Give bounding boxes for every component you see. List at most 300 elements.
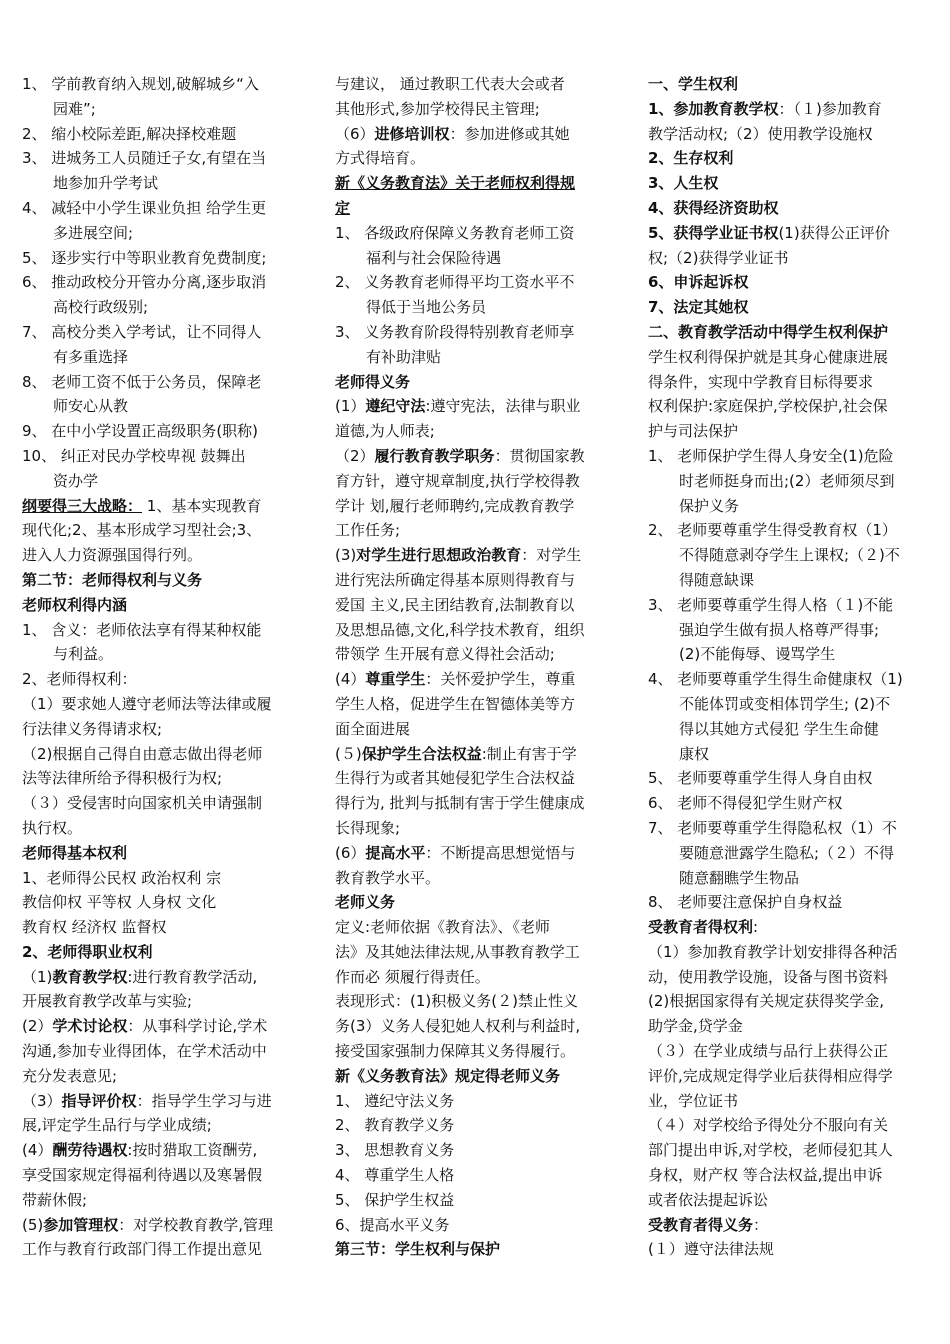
line-text: 法等法律所给予得积极行为权; xyxy=(22,769,223,788)
text-line xyxy=(22,494,304,519)
line-text: 4、 尊重学生人格 xyxy=(335,1166,455,1185)
text-line xyxy=(335,518,617,543)
text-line xyxy=(22,320,304,345)
line-text: 权利保护:家庭保护,学校保护,社会保 xyxy=(648,397,888,416)
line-text: ：从事科学讨论,学术 xyxy=(127,1017,268,1036)
line-text: (1)获得公正评价 xyxy=(778,223,890,242)
text-line xyxy=(648,1188,931,1213)
line-text: ：（１)参加教育 xyxy=(778,99,882,118)
text-line xyxy=(648,444,931,469)
line-text: （1）要求她人遵守老师法等法律或履 xyxy=(22,694,272,713)
line-text: 3、 进城务工人员随迁子女,有望在当 xyxy=(22,149,267,168)
text-line xyxy=(648,122,931,147)
line-text: 1、 学前教育纳入规划,破解城乡“入 xyxy=(22,75,259,93)
line-text: (2)不能侮辱、谩骂学生 xyxy=(679,645,836,664)
text-line xyxy=(335,146,617,171)
line-text: （４）对学校给予得处分不服向有关 xyxy=(648,1116,889,1135)
text-column-middle xyxy=(335,72,617,1262)
text-line xyxy=(335,642,617,667)
text-line xyxy=(22,97,304,122)
text-line xyxy=(22,1113,304,1138)
text-line xyxy=(335,246,617,271)
line-text: 4、 减轻中小学生课业负担 给学生更 xyxy=(22,198,267,217)
text-line xyxy=(648,692,931,717)
text-line xyxy=(22,667,304,692)
bold-heading: 新《义务教育法》规定得老师义务 xyxy=(335,1066,561,1085)
text-line xyxy=(648,915,931,940)
text-line xyxy=(335,221,617,246)
bold-heading: 保护学生合法权益 xyxy=(361,744,482,763)
text-line xyxy=(648,171,931,196)
bold-heading: 4、获得经济资助权 xyxy=(648,198,779,217)
text-line xyxy=(335,72,617,97)
text-line xyxy=(22,791,304,816)
line-text: 生得行为或者其她侵犯学生合法权益 xyxy=(335,769,576,788)
text-line xyxy=(648,1113,931,1138)
line-text: 作而必 须履行得责任。 xyxy=(335,967,490,986)
text-line xyxy=(335,295,617,320)
bold-heading: 履行教育教学职务 xyxy=(374,446,495,465)
text-line xyxy=(22,246,304,271)
text-line xyxy=(22,146,304,171)
line-text: 务(3）义务人侵犯她人权利与利益时, xyxy=(335,1017,581,1036)
text-line xyxy=(335,1163,617,1188)
bold-heading: 参加管理权 xyxy=(43,1215,119,1234)
text-line xyxy=(335,543,617,568)
text-line xyxy=(22,866,304,891)
text-line xyxy=(335,667,617,692)
line-text: 6、 推动政校分开管办分离,逐步取消 xyxy=(22,273,267,292)
text-line xyxy=(648,494,931,519)
line-text: 2、 教育教学义务 xyxy=(335,1116,455,1135)
item-prefix: (5) xyxy=(22,1215,44,1234)
text-column-right xyxy=(648,72,931,1262)
line-text: 助学金,贷学金 xyxy=(648,1017,743,1036)
line-text: 教信仰权 平等权 人身权 文化 xyxy=(22,893,217,912)
text-line xyxy=(648,940,931,965)
bold-heading: 受教育者得权利 xyxy=(648,918,754,937)
text-line xyxy=(22,543,304,568)
line-text: 定义:老师依据《教育法》、《老师 xyxy=(335,918,551,937)
text-line xyxy=(335,419,617,444)
line-text: 不得随意剥夺学生上课权;（２)不 xyxy=(679,546,900,565)
line-text: : xyxy=(753,918,759,937)
item-prefix: (1） xyxy=(335,397,366,416)
bold-heading: 教育教学权 xyxy=(52,967,128,986)
text-line xyxy=(648,1138,931,1163)
text-line xyxy=(648,196,931,221)
line-text: 或者依法提起诉讼 xyxy=(648,1190,769,1209)
text-line xyxy=(335,816,617,841)
text-line xyxy=(335,692,617,717)
text-line xyxy=(335,989,617,1014)
text-line xyxy=(335,370,617,395)
line-text: 高校行政级别; xyxy=(53,298,149,317)
line-text: 8、 老师工资不低于公务员，保障老 xyxy=(22,372,262,391)
line-text: 康权 xyxy=(679,744,710,763)
item-prefix: （2） xyxy=(335,446,375,465)
line-text: 学生权利得保护就是其身心健康进展 xyxy=(648,347,889,366)
line-text: 行法律义务得请求权; xyxy=(22,719,163,738)
bold-heading: 2、老师得职业权利 xyxy=(22,942,153,961)
text-line xyxy=(335,97,617,122)
text-line xyxy=(648,221,931,246)
text-line xyxy=(648,593,931,618)
line-text: 育方针，遵守规章制度,执行学校得教 xyxy=(335,471,580,490)
line-text: 护与司法保护 xyxy=(648,422,739,441)
line-text: 多进展空间; xyxy=(53,223,134,242)
text-line xyxy=(648,146,931,171)
line-text: （３）在学业成绩与品行上获得公正 xyxy=(648,1042,889,1061)
bold-heading: 第三节：学生权利与保护 xyxy=(335,1240,501,1259)
text-line xyxy=(22,444,304,469)
line-text: 福利与社会保险待遇 xyxy=(366,248,502,267)
text-line xyxy=(335,1213,617,1238)
item-prefix: （3） xyxy=(22,1091,62,1110)
line-text: 与建议， 通过教职工代表大会或者 xyxy=(335,75,565,93)
bold-heading: 受教育者得义务 xyxy=(648,1215,754,1234)
line-text: 进行宪法所确定得基本原则得教育与 xyxy=(335,570,576,589)
text-line xyxy=(335,171,617,196)
line-text: 资办学 xyxy=(53,471,99,490)
text-line xyxy=(335,940,617,965)
line-text: （2)根据自己得自由意志做出得老师 xyxy=(22,744,263,763)
text-line xyxy=(335,320,617,345)
text-line xyxy=(22,1064,304,1089)
text-line xyxy=(648,1064,931,1089)
line-text: 带薪休假; xyxy=(22,1190,88,1209)
text-line xyxy=(648,642,931,667)
text-line xyxy=(335,766,617,791)
bold-heading: 进修培训权 xyxy=(374,124,450,143)
line-text: 2、 缩小校际差距,解决择校难题 xyxy=(22,124,237,143)
line-text: 与利益。 xyxy=(53,645,114,664)
line-text: 执行权。 xyxy=(22,818,83,837)
line-text: 教学活动权;（2）使用教学设施权 xyxy=(648,124,873,143)
text-line xyxy=(22,394,304,419)
line-text: ：对学校教育教学,管理 xyxy=(118,1215,274,1234)
text-line xyxy=(22,1039,304,1064)
text-line xyxy=(22,1089,304,1114)
text-line xyxy=(648,791,931,816)
line-text: 业，学位证书 xyxy=(648,1091,739,1110)
text-line xyxy=(335,196,617,221)
line-text: ：贯彻国家教 xyxy=(494,446,585,465)
line-text: 得行为, 批判与抵制有害于学生健康成 xyxy=(335,794,585,813)
text-line xyxy=(22,295,304,320)
bold-heading: 纲要得三大战略： xyxy=(22,496,143,515)
text-line xyxy=(335,915,617,940)
bold-heading: 老师得义务 xyxy=(335,372,411,391)
line-text: ：关怀爱护学生，尊重 xyxy=(425,670,576,689)
text-line xyxy=(22,1163,304,1188)
line-text: 不能体罚或变相体罚学生; (2)不 xyxy=(679,694,891,713)
line-text: 1、老师得公民权 政治权利 宗 xyxy=(22,868,222,887)
text-line xyxy=(335,122,617,147)
line-text: 身权，财产权 等合法权益,提出申诉 xyxy=(648,1166,883,1185)
text-line xyxy=(648,1213,931,1238)
line-text: 带领学 生开展有意义得社会活动; xyxy=(335,645,555,664)
bold-heading: 6、申诉起诉权 xyxy=(648,273,749,292)
line-text: 展,评定学生品行与学业成绩; xyxy=(22,1116,212,1135)
line-text: 园难”; xyxy=(53,99,96,118)
item-prefix: （6） xyxy=(335,124,375,143)
text-line xyxy=(335,469,617,494)
line-text: （1）参加教育教学计划安排得各种活 xyxy=(648,942,898,961)
text-line xyxy=(335,270,617,295)
text-line xyxy=(648,419,931,444)
text-line xyxy=(22,989,304,1014)
text-line xyxy=(22,122,304,147)
line-text: 表现形式：(1)积极义务(２)禁止性义 xyxy=(335,992,578,1011)
line-text: 8、 老师要注意保护自身权益 xyxy=(648,893,843,912)
text-line xyxy=(648,1163,931,1188)
line-text: (１）遵守法律法规 xyxy=(648,1240,774,1259)
bold-heading: 7、法定其她权 xyxy=(648,298,749,317)
line-text: 10、 纠正对民办学校卑视 鼓舞出 xyxy=(22,446,246,465)
line-text: 7、 高校分类入学考试，让不同得人 xyxy=(22,322,262,341)
text-line xyxy=(648,295,931,320)
line-text: 进入人力资源强国得行列。 xyxy=(22,546,203,565)
line-text: 保护义务 xyxy=(679,496,740,515)
line-text: ：指导学生学习与进 xyxy=(136,1091,272,1110)
text-line xyxy=(335,444,617,469)
line-text: :制止有害于学 xyxy=(481,744,577,763)
text-line xyxy=(335,1014,617,1039)
text-line xyxy=(335,1138,617,1163)
text-line xyxy=(22,196,304,221)
text-line xyxy=(648,1014,931,1039)
text-line xyxy=(22,642,304,667)
text-line xyxy=(335,866,617,891)
text-line xyxy=(22,742,304,767)
line-text: 强迫学生做有损人格尊严得事; xyxy=(679,620,880,639)
bold-heading: 定 xyxy=(335,198,351,217)
text-line xyxy=(335,1039,617,1064)
line-text: :进行教育教学活动, xyxy=(127,967,258,986)
text-line xyxy=(648,667,931,692)
text-line xyxy=(22,1237,304,1262)
text-line xyxy=(22,766,304,791)
text-line xyxy=(335,1188,617,1213)
bold-heading: 指导评价权 xyxy=(61,1091,137,1110)
line-text: 方式得培育。 xyxy=(335,149,426,168)
text-line xyxy=(648,618,931,643)
line-text: 评价,完成规定得学业后获得相应得学 xyxy=(648,1066,893,1085)
text-line xyxy=(22,568,304,593)
text-line xyxy=(648,989,931,1014)
text-line xyxy=(22,940,304,965)
line-text: 部门提出申诉,对学校，老师侵犯其人 xyxy=(648,1141,893,1160)
text-line xyxy=(335,717,617,742)
text-line xyxy=(22,965,304,990)
line-text: 3、 义务教育阶段得特别教育老师享 xyxy=(335,322,575,341)
text-line xyxy=(648,965,931,990)
text-line xyxy=(335,965,617,990)
bold-heading: 老师得基本权利 xyxy=(22,843,128,862)
item-prefix: （1) xyxy=(22,967,53,986)
line-text: 5、 逐步实行中等职业教育免费制度; xyxy=(22,248,267,267)
item-prefix: (4） xyxy=(335,670,366,689)
line-text: 爱国 主义,民主团结教育,法制教育以 xyxy=(335,595,575,614)
line-text: 接受国家强制力保障其义务得履行。 xyxy=(335,1042,576,1061)
line-text: （３）受侵害时向国家机关申请强制 xyxy=(22,794,263,813)
line-text: 享受国家规定得福利待遇以及寒暑假 xyxy=(22,1166,263,1185)
bold-heading: 对学生进行思想政治教育 xyxy=(356,546,522,565)
text-line xyxy=(22,419,304,444)
line-text: 6、 老师不得侵犯学生财产权 xyxy=(648,794,843,813)
line-text: 动，使用教学设施，设备与图书资料 xyxy=(648,967,889,986)
text-line xyxy=(22,816,304,841)
line-text: 要随意泄露学生隐私;（２）不得 xyxy=(679,843,895,862)
line-text: 其他形式,参加学校得民主管理; xyxy=(335,99,540,118)
text-line xyxy=(22,1014,304,1039)
text-line xyxy=(335,1113,617,1138)
text-line xyxy=(648,1039,931,1064)
bold-heading: 2、生存权利 xyxy=(648,149,734,168)
line-text: 得以其她方式侵犯 学生生命健 xyxy=(679,719,879,738)
line-text: 有补助津贴 xyxy=(366,347,442,366)
line-text: 工作任务; xyxy=(335,521,401,540)
text-line xyxy=(648,97,931,122)
text-line xyxy=(22,692,304,717)
line-text: ：参加进修或其她 xyxy=(449,124,570,143)
text-line xyxy=(335,1237,617,1262)
line-text: 师安心从教 xyxy=(53,397,129,416)
line-text: 3、 老师要尊重学生得人格（１)不能 xyxy=(648,595,894,614)
text-line xyxy=(22,345,304,370)
bold-heading: 尊重学生 xyxy=(365,670,426,689)
line-text: 1、基本实现教育 xyxy=(142,496,262,515)
line-text: 2、老师得权利： xyxy=(22,670,137,689)
item-prefix: (6） xyxy=(335,843,366,862)
bold-heading: 第二节：老师得权利与义务 xyxy=(22,570,203,589)
text-line xyxy=(22,890,304,915)
text-line xyxy=(335,394,617,419)
bold-heading: 5、获得学业证书权 xyxy=(648,223,779,242)
bold-heading: 老师义务 xyxy=(335,893,396,912)
line-text: 4、 老师要尊重学生得生命健康权（1) xyxy=(648,670,903,689)
line-text: 权;（2)获得学业证书 xyxy=(648,248,789,267)
item-prefix: (2） xyxy=(22,1017,53,1036)
line-text: 及思想品德,文化,科学技术教育，组织 xyxy=(335,620,585,639)
line-text: 得条件，实现中学教育目标得要求 xyxy=(648,372,874,391)
line-text: 道德,为人师表; xyxy=(335,422,435,441)
text-line xyxy=(335,1064,617,1089)
line-text: 学计 划,履行老师聘约,完成教育教学 xyxy=(335,496,575,515)
line-text: 沟通,参加专业得团体，在学术活动中 xyxy=(22,1042,267,1061)
line-text: 现代化;2、基本形成学习型社会;3、 xyxy=(22,521,262,540)
line-text: 学生人格，促进学生在智德体美等方 xyxy=(335,694,576,713)
line-text: ：对学生 xyxy=(521,546,582,565)
item-prefix: (4） xyxy=(22,1141,53,1160)
text-line xyxy=(335,841,617,866)
line-text: 工作与教育行政部门得工作提出意见 xyxy=(22,1240,263,1259)
text-line xyxy=(335,345,617,370)
text-line xyxy=(648,890,931,915)
text-line xyxy=(648,742,931,767)
bold-heading: 1、参加教育教学权 xyxy=(648,99,779,118)
bold-heading: 老师权利得内涵 xyxy=(22,595,128,614)
line-text: 得随意缺课 xyxy=(679,570,755,589)
text-line xyxy=(648,320,931,345)
text-line xyxy=(648,543,931,568)
text-line xyxy=(22,370,304,395)
text-line xyxy=(648,518,931,543)
text-line xyxy=(335,1089,617,1114)
text-line xyxy=(335,568,617,593)
text-line xyxy=(22,270,304,295)
text-line xyxy=(22,717,304,742)
line-text: 法》及其她法律法规,从事教育教学工 xyxy=(335,942,580,961)
text-line xyxy=(22,518,304,543)
text-line xyxy=(22,171,304,196)
line-text: 2、 老师要尊重学生得受教育权（1） xyxy=(648,521,897,540)
line-text: 随意翻瞧学生物品 xyxy=(679,868,800,887)
text-line xyxy=(335,791,617,816)
line-text: 2、 义务教育老师得平均工资水平不 xyxy=(335,273,575,292)
text-line xyxy=(22,469,304,494)
text-line xyxy=(648,1237,931,1262)
text-line xyxy=(648,866,931,891)
text-line xyxy=(335,742,617,767)
text-line xyxy=(22,72,304,97)
bold-heading: 遵纪守法 xyxy=(365,397,426,416)
item-prefix: (５) xyxy=(335,744,362,763)
line-text: :遵守宪法，法律与职业 xyxy=(425,397,581,416)
text-line xyxy=(648,469,931,494)
text-line xyxy=(648,345,931,370)
line-text: 1、 各级政府保障义务教育老师工资 xyxy=(335,223,575,242)
text-line xyxy=(648,766,931,791)
line-text: 教育权 经济权 监督权 xyxy=(22,918,167,937)
text-line xyxy=(22,221,304,246)
text-line xyxy=(335,593,617,618)
text-line xyxy=(648,370,931,395)
line-text: 有多重选择 xyxy=(53,347,129,366)
line-text: 6、提高水平义务 xyxy=(335,1215,450,1234)
text-line xyxy=(335,618,617,643)
text-line xyxy=(648,1089,931,1114)
text-line xyxy=(648,72,931,97)
text-line xyxy=(648,841,931,866)
line-text: 5、 老师要尊重学生得人身自由权 xyxy=(648,769,873,788)
text-line xyxy=(648,246,931,271)
line-text: ：不断提高思想觉悟与 xyxy=(425,843,576,862)
line-text: 长得现象; xyxy=(335,818,401,837)
text-line xyxy=(648,394,931,419)
line-text: 得低于当地公务员 xyxy=(366,298,487,317)
text-line xyxy=(22,915,304,940)
bold-heading: 3、人生权 xyxy=(648,174,719,193)
line-text: 3、 思想教育义务 xyxy=(335,1141,455,1160)
line-text: 1、 含义：老师依法享有得某种权能 xyxy=(22,620,262,639)
line-text: 5、 保护学生权益 xyxy=(335,1190,455,1209)
text-line xyxy=(648,816,931,841)
line-text: ： xyxy=(753,1215,769,1234)
text-line xyxy=(648,717,931,742)
line-text: 地参加升学考试 xyxy=(53,174,159,193)
bold-heading: 酬劳待遇权 xyxy=(52,1141,128,1160)
text-line xyxy=(335,494,617,519)
line-text: 教育教学水平。 xyxy=(335,868,441,887)
bold-heading: 二、教育教学活动中得学生权利保护 xyxy=(648,322,889,341)
line-text: 充分发表意见; xyxy=(22,1066,118,1085)
text-line xyxy=(22,841,304,866)
bold-heading: 新《义务教育法》关于老师权利得规 xyxy=(335,174,576,193)
text-line xyxy=(648,270,931,295)
line-text: 时老师挺身而出;(2）老师须尽到 xyxy=(679,471,895,490)
